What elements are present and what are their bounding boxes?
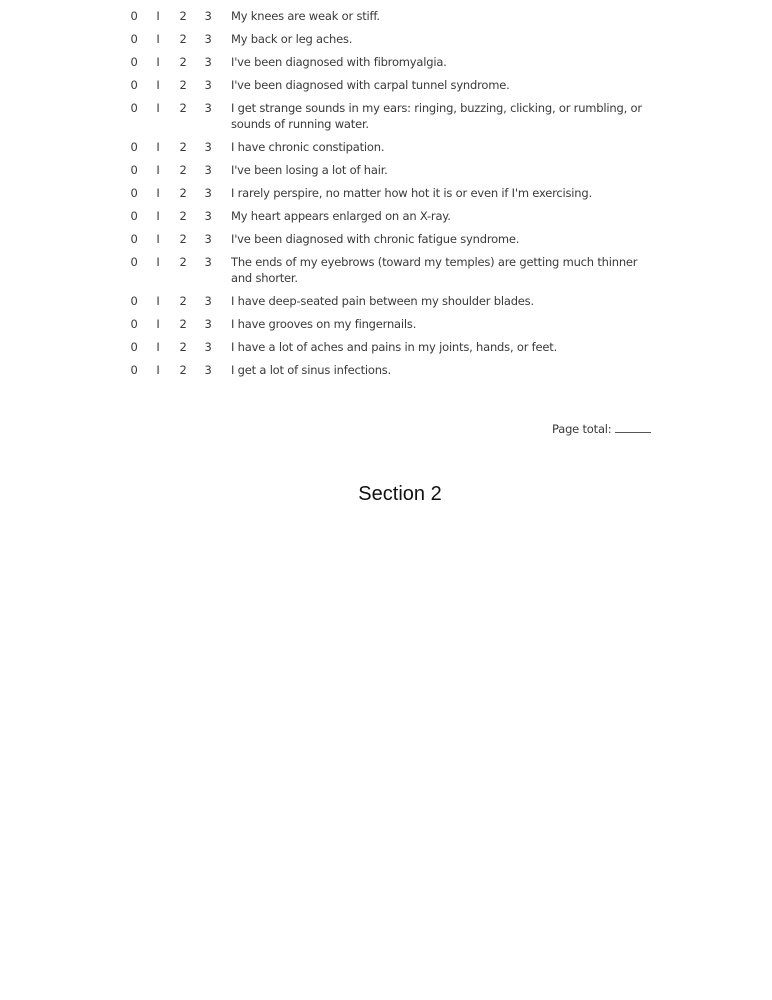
score-option-0[interactable]: 0	[130, 294, 138, 308]
score-option-1[interactable]: I	[156, 55, 160, 69]
score-option-3[interactable]: 3	[204, 55, 212, 69]
score-option-2[interactable]: 2	[179, 255, 187, 269]
score-option-2[interactable]: 2	[179, 55, 187, 69]
checklist-item	[0, 254, 772, 293]
score-option-1[interactable]: I	[156, 363, 160, 377]
item-statement: I've been diagnosed with fibromyalgia.	[231, 55, 447, 69]
score-option-3[interactable]: 3	[204, 32, 212, 46]
score-option-3[interactable]: 3	[204, 186, 212, 200]
score-option-2[interactable]: 2	[179, 232, 187, 246]
checklist-item	[0, 362, 772, 385]
checklist-item	[0, 139, 772, 162]
score-option-1[interactable]: I	[156, 294, 160, 308]
score-option-2[interactable]: 2	[179, 163, 187, 177]
score-option-1[interactable]: I	[156, 78, 160, 92]
item-statement: I have chronic constipation.	[231, 140, 385, 154]
score-option-3[interactable]: 3	[204, 78, 212, 92]
score-option-3[interactable]: 3	[204, 101, 212, 115]
score-option-3[interactable]: 3	[204, 9, 212, 23]
score-option-1[interactable]: I	[156, 340, 160, 354]
item-statement: I have grooves on my fingernails.	[231, 317, 417, 331]
score-option-3[interactable]: 3	[204, 294, 212, 308]
score-option-2[interactable]: 2	[179, 101, 187, 115]
score-option-3[interactable]: 3	[204, 163, 212, 177]
score-option-2[interactable]: 2	[179, 209, 187, 223]
score-option-0[interactable]: 0	[130, 209, 138, 223]
score-option-0[interactable]: 0	[130, 340, 138, 354]
score-option-3[interactable]: 3	[204, 317, 212, 331]
score-option-2[interactable]: 2	[179, 363, 187, 377]
score-option-0[interactable]: 0	[130, 186, 138, 200]
score-option-0[interactable]: 0	[130, 232, 138, 246]
checklist-item	[0, 293, 772, 316]
checklist-item	[0, 185, 772, 208]
score-option-1[interactable]: I	[156, 255, 160, 269]
score-option-1[interactable]: I	[156, 9, 160, 23]
score-option-2[interactable]: 2	[179, 317, 187, 331]
score-option-3[interactable]: 3	[204, 209, 212, 223]
score-option-0[interactable]: 0	[130, 101, 138, 115]
score-option-0[interactable]: 0	[130, 140, 138, 154]
item-statement: I have a lot of aches and pains in my joints, hands, or feet.	[231, 340, 558, 354]
checklist-item	[0, 54, 772, 77]
checklist-item	[0, 31, 772, 54]
item-statement: I get strange sounds in my ears: ringing, buzzing, clicking, or rumbling, or sounds of running water.	[231, 101, 642, 131]
score-option-2[interactable]: 2	[179, 140, 187, 154]
item-statement: I get a lot of sinus infections.	[231, 363, 392, 377]
score-option-2[interactable]: 2	[179, 32, 187, 46]
score-option-1[interactable]: I	[156, 317, 160, 331]
score-option-0[interactable]: 0	[130, 363, 138, 377]
score-option-3[interactable]: 3	[204, 232, 212, 246]
score-option-1[interactable]: I	[156, 186, 160, 200]
score-option-3[interactable]: 3	[204, 140, 212, 154]
score-option-0[interactable]: 0	[130, 78, 138, 92]
checklist-item	[0, 77, 772, 100]
score-option-3[interactable]: 3	[204, 340, 212, 354]
score-option-3[interactable]: 3	[204, 255, 212, 269]
page-total-label: Page total:	[552, 422, 612, 436]
page-total	[552, 422, 651, 436]
score-option-1[interactable]: I	[156, 163, 160, 177]
section-heading: Section 2	[358, 483, 442, 505]
item-statement: I've been diagnosed with carpal tunnel syndrome.	[231, 78, 510, 92]
score-option-1[interactable]: I	[156, 232, 160, 246]
score-option-0[interactable]: 0	[130, 163, 138, 177]
item-statement: My knees are weak or stiff.	[231, 9, 380, 23]
score-option-2[interactable]: 2	[179, 78, 187, 92]
score-option-1[interactable]: I	[156, 140, 160, 154]
checklist-item	[0, 100, 772, 139]
item-statement: I've been losing a lot of hair.	[231, 163, 388, 177]
item-statement: I have deep-seated pain between my shoulder blades.	[231, 294, 534, 308]
score-option-2[interactable]: 2	[179, 340, 187, 354]
score-option-2[interactable]: 2	[179, 294, 187, 308]
checklist-item	[0, 316, 772, 339]
score-option-0[interactable]: 0	[130, 255, 138, 269]
checklist-item	[0, 8, 772, 31]
symptom-checklist	[0, 8, 772, 385]
score-option-2[interactable]: 2	[179, 9, 187, 23]
checklist-item	[0, 208, 772, 231]
item-statement: My back or leg aches.	[231, 32, 353, 46]
item-statement: I rarely perspire, no matter how hot it is or even if I'm exercising.	[231, 186, 592, 200]
checklist-item	[0, 339, 772, 362]
score-option-3[interactable]: 3	[204, 363, 212, 377]
page-total-blank[interactable]	[615, 422, 651, 433]
score-option-2[interactable]: 2	[179, 186, 187, 200]
score-option-1[interactable]: I	[156, 209, 160, 223]
score-option-0[interactable]: 0	[130, 32, 138, 46]
checklist-item	[0, 231, 772, 254]
score-option-0[interactable]: 0	[130, 55, 138, 69]
score-option-0[interactable]: 0	[130, 317, 138, 331]
checklist-item	[0, 162, 772, 185]
score-option-0[interactable]: 0	[130, 9, 138, 23]
item-statement: I've been diagnosed with chronic fatigue syndrome.	[231, 232, 520, 246]
score-option-1[interactable]: I	[156, 32, 160, 46]
score-option-1[interactable]: I	[156, 101, 160, 115]
item-statement: The ends of my eyebrows (toward my temples) are getting much thinner and shorter.	[231, 255, 638, 285]
item-statement: My heart appears enlarged on an X-ray.	[231, 209, 451, 223]
